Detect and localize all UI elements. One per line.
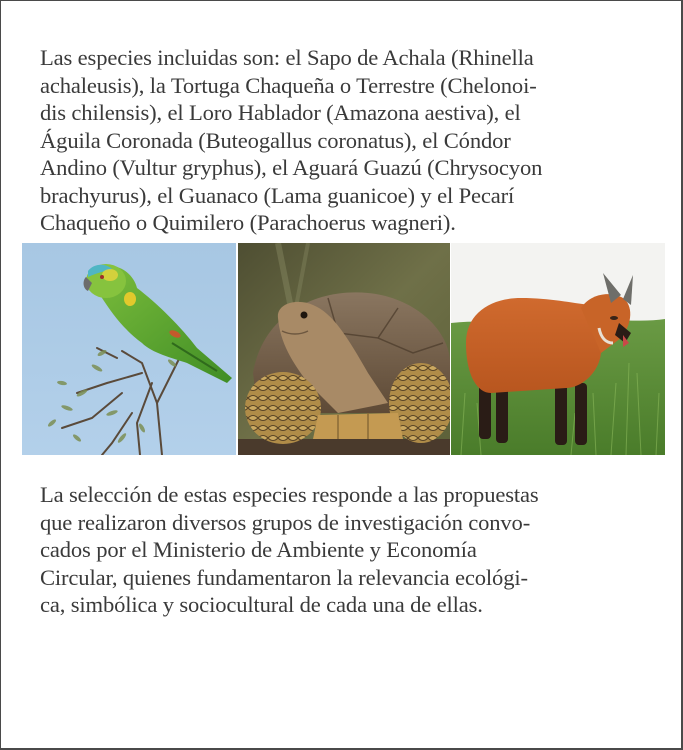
text-line: achaleusis), la Tortuga Chaqueña o Terrestre (Chelonoi- xyxy=(40,72,537,98)
text-line: que realizaron diversos grupos de investigación convo- xyxy=(40,509,531,535)
text-line: Circular, quienes fundamentaron la relevancia ecológi- xyxy=(40,564,528,590)
selection-reason-paragraph xyxy=(40,481,670,619)
species-photo-gallery xyxy=(22,243,665,455)
maned-wolf-image-icon xyxy=(451,243,665,455)
text-line: Las especies incluidas son: el Sapo de Achala (Rhinella xyxy=(40,45,534,70)
text-line: cados por el Ministerio de Ambiente y Economía xyxy=(40,537,477,562)
text-line: dis chilensis), el Loro Hablador (Amazona aestiva), el xyxy=(40,100,521,125)
parrot-image-icon xyxy=(22,243,236,455)
text-line: brachyurus), el Guanaco (Lama guanicoe) y el Pecarí xyxy=(40,182,515,208)
tortoise-photo xyxy=(238,243,450,455)
text-line: La selección de estas especies responde a las propuestas xyxy=(40,482,539,507)
maned-wolf-photo xyxy=(451,243,665,455)
text-line: Águila Coronada (Buteogallus coronatus), el Cóndor xyxy=(40,127,511,153)
text-line: Chaqueño o Quimilero (Parachoerus wagneri). xyxy=(40,210,456,235)
parrot-photo xyxy=(22,243,236,455)
text-line: Andino (Vultur gryphus), el Aguará Guazú (Chrysocyon xyxy=(40,155,543,180)
tortoise-image-icon xyxy=(238,243,450,455)
text-line: ca, simbólica y sociocultural de cada una de ellas. xyxy=(40,592,483,617)
species-intro-paragraph xyxy=(40,44,670,237)
